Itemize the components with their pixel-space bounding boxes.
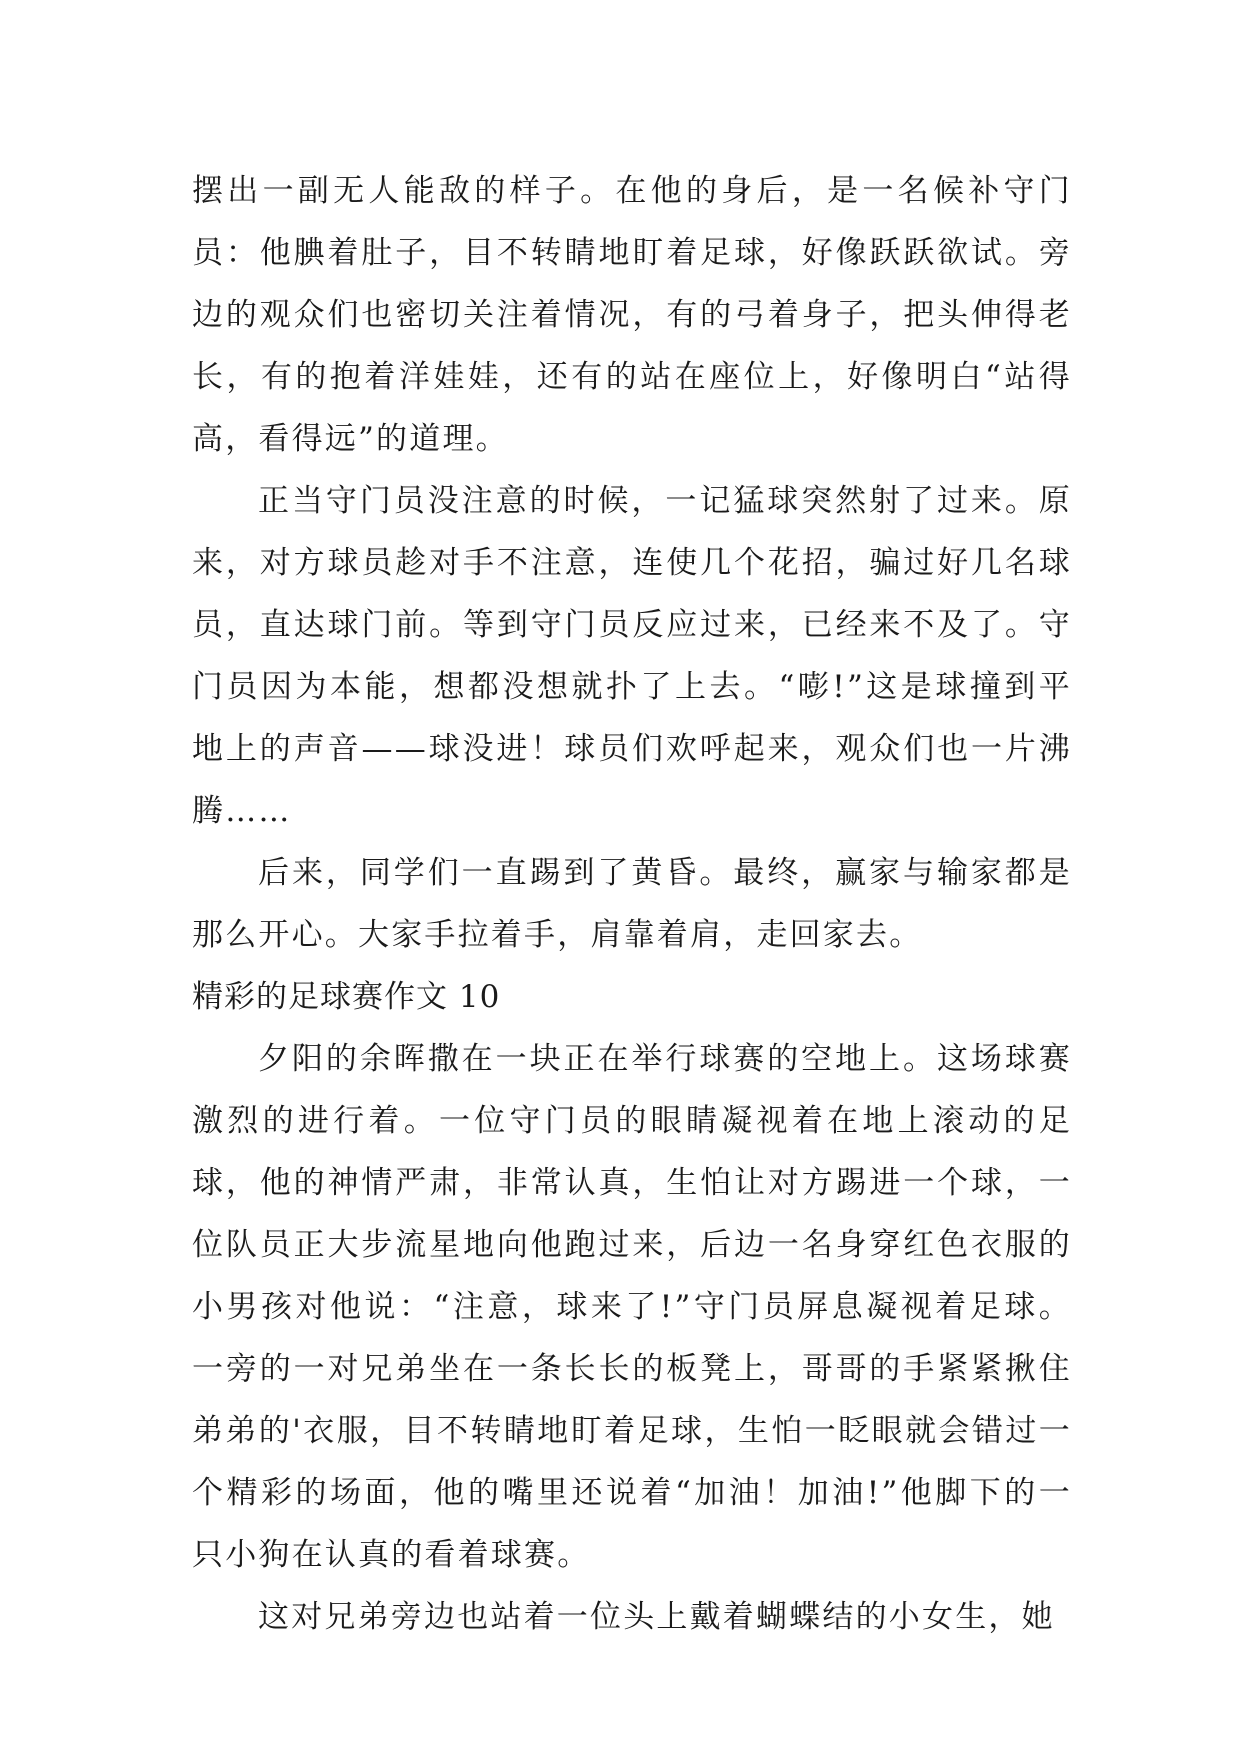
document-body [192, 160, 1072, 1648]
paragraph-5: 这对兄弟旁边也站着一位头上戴着蝴蝶结的小女生，她 [258, 1599, 1055, 1635]
paragraph-2: 正当守门员没注意的时候，一记猛球突然射了过来。原来，对方球员趁对手不注意，连使几个花招，骗过好几名球员，直达球门前。等到守门员反应过来，已经来不及了。守门员因为本能，想都没想就扑了上去。“嘭!”这是球撞到平地上的声音——球没进！球员们欢呼起来，观众们也一片沸腾…… [192, 483, 1072, 829]
paragraph-3: 后来，同学们一直踢到了黄昏。最终，赢家与输家都是那么开心。大家手拉着手，肩靠着肩，走回家去。 [192, 855, 1072, 953]
paragraph-4: 夕阳的余晖撒在一块正在举行球赛的空地上。这场球赛激烈的进行着。一位守门员的眼睛凝视着在地上滚动的足球，他的神情严肃，非常认真，生怕让对方踢进一个球，一位队员正大步流星地向他跑过来，后边一名身穿红色衣服的小男孩对他说：“注意，球来了!”守门员屏息凝视着足球。一旁的一对兄弟坐在一条长长的板凳上，哥哥的手紧紧揪住弟弟的'衣服，目不转睛地盯着足球，生怕一眨眼就会错过一个精彩的场面，他的嘴里还说着“加油！加油!”他脚下的一只小狗在认真的看着球赛。 [192, 1041, 1072, 1573]
paragraph-1: 摆出一副无人能敌的样子。在他的身后，是一名候补守门员：他腆着肚子，目不转睛地盯着足球，好像跃跃欲试。旁边的观众们也密切关注着情况，有的弓着身子，把头伸得老长，有的抱着洋娃娃，还有的站在座位上，好像明白“站得高，看得远”的道理。 [192, 173, 1072, 457]
section-title: 精彩的足球赛作文 10 [192, 979, 501, 1015]
